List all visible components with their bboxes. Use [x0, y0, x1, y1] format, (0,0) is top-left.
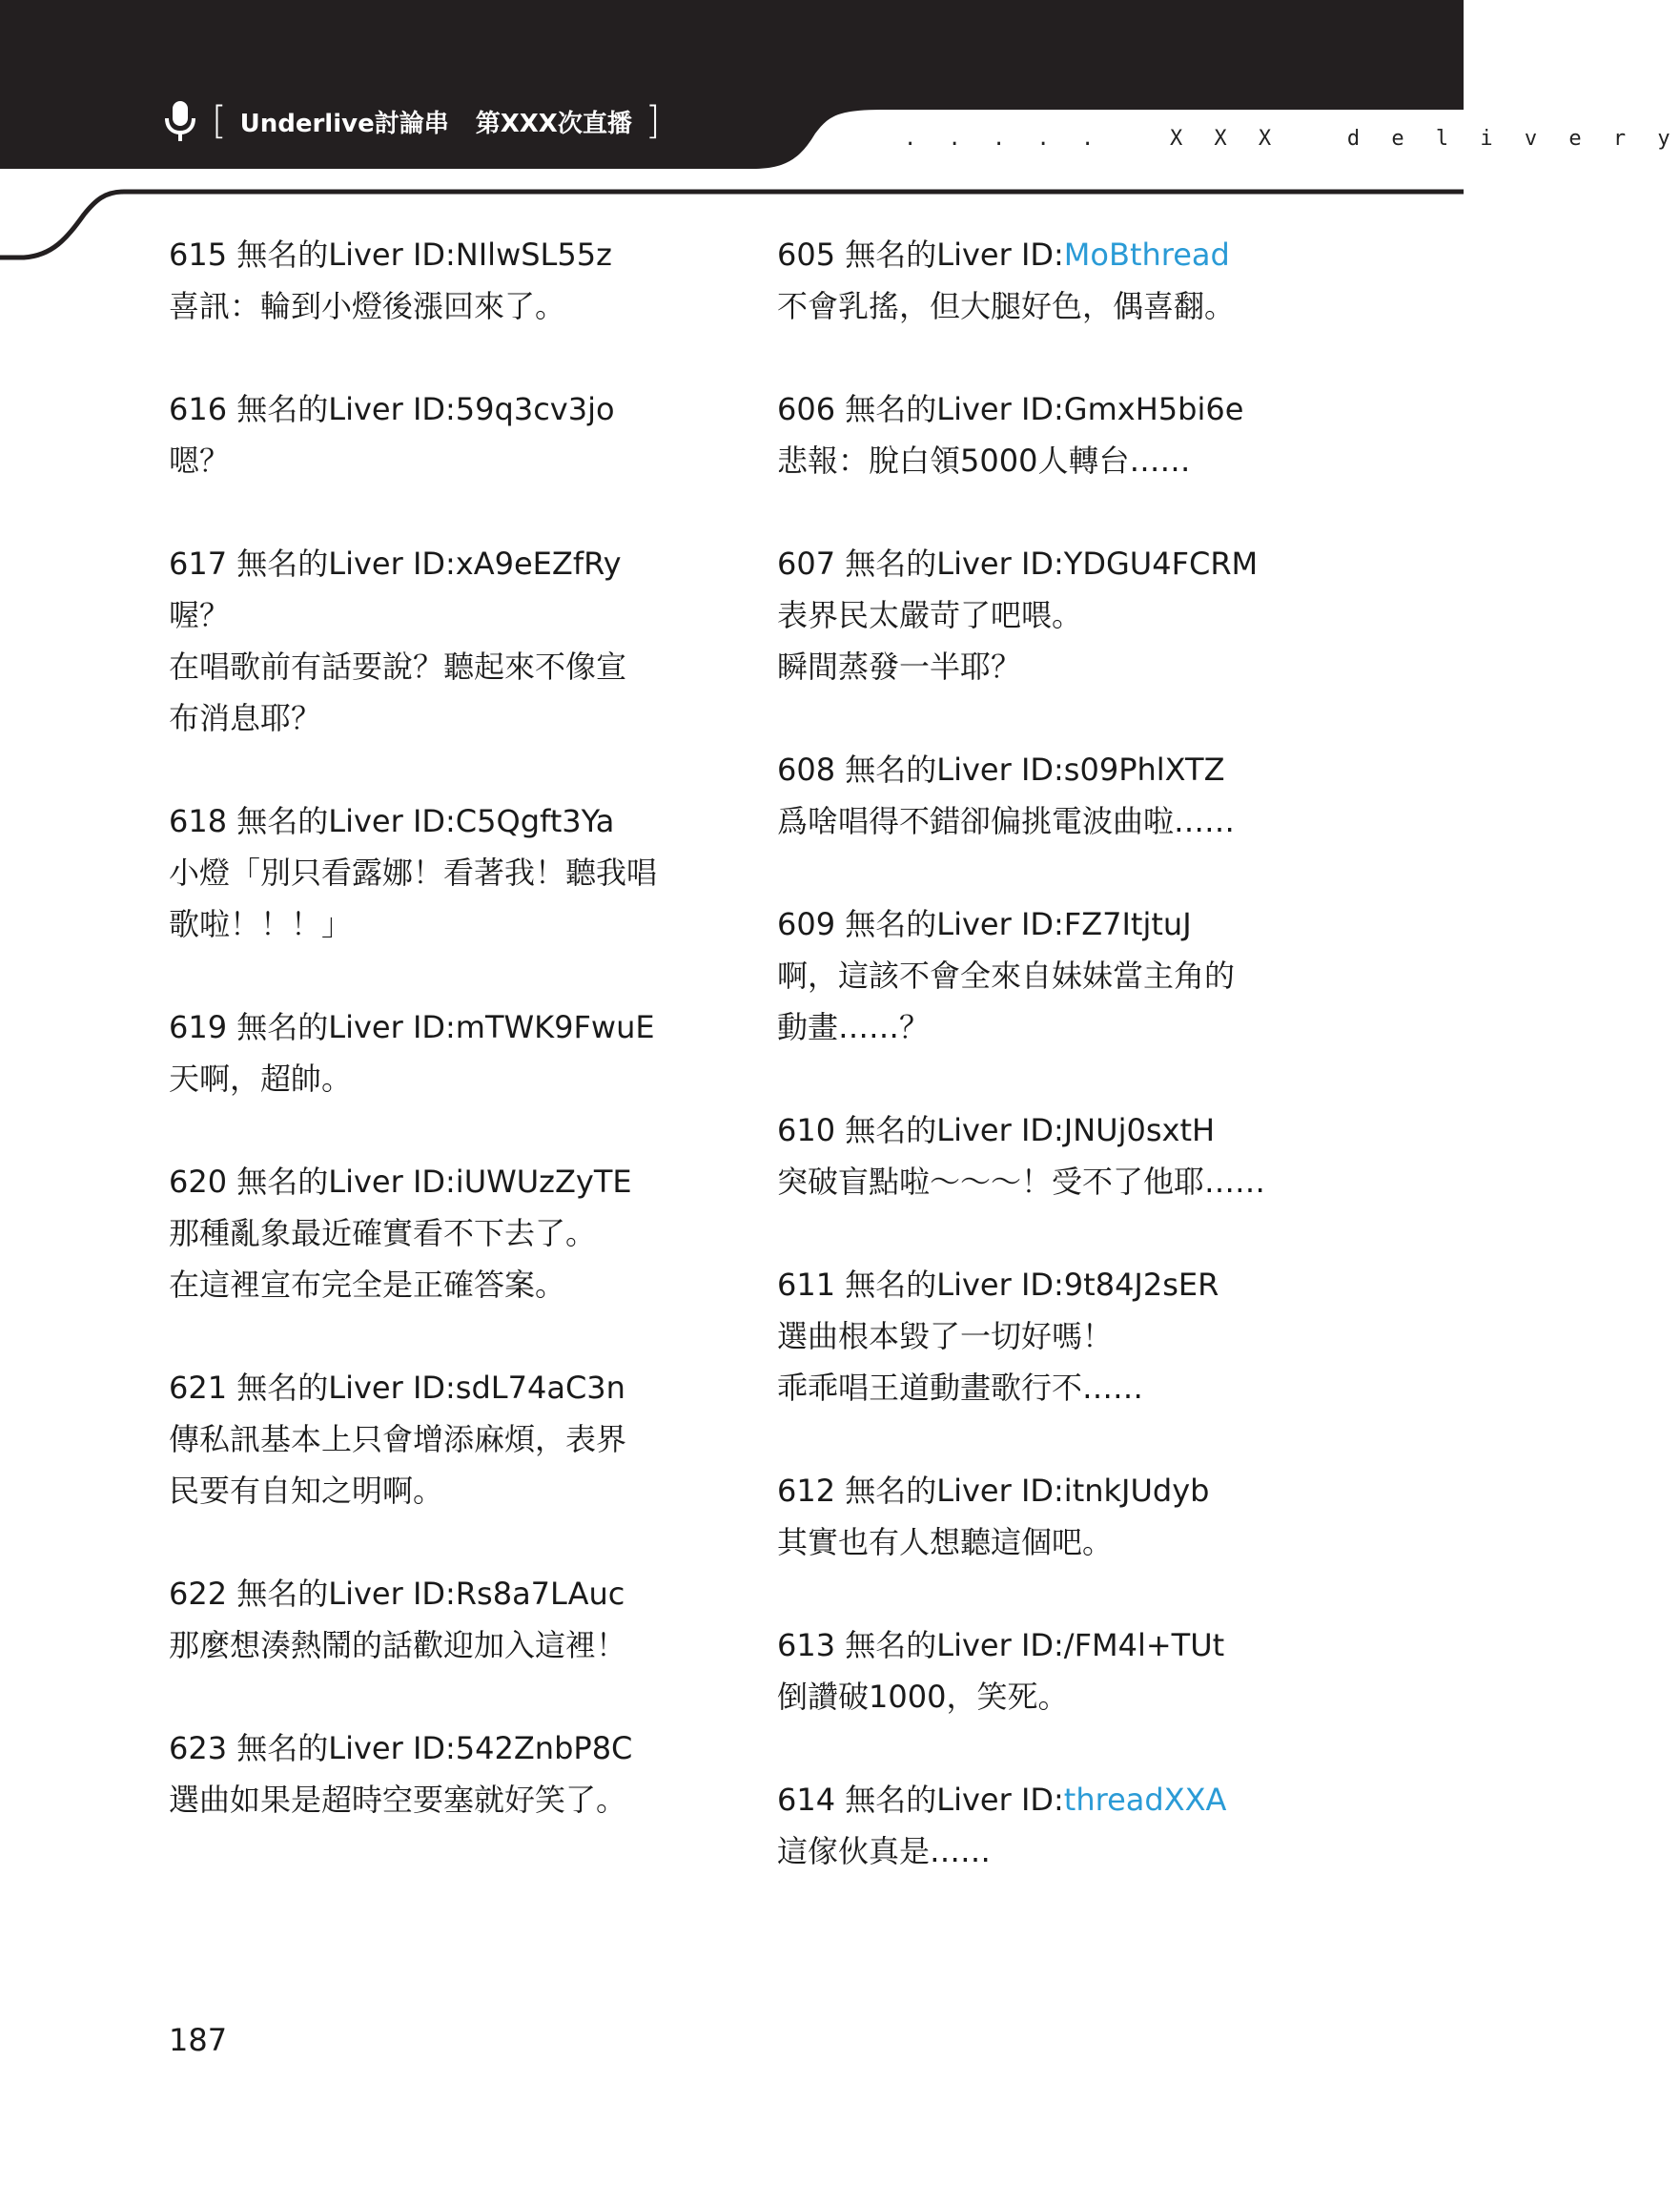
poster-name: 無名的Liver: [236, 1576, 403, 1612]
forum-post: [777, 383, 1311, 486]
post-line: 這傢伙真是……: [777, 1833, 992, 1869]
poster-name: 無名的Liver: [845, 391, 1012, 427]
post-line: 傳私訊基本上只會增添麻煩，表界: [169, 1421, 627, 1457]
post-body: [777, 795, 1311, 847]
post-line: 在唱歌前有話要說？聽起來不像宣: [169, 649, 627, 685]
header-title: [162, 97, 660, 145]
poster-name: 無名的Liver: [845, 906, 1012, 942]
poster-id-label: ID:: [412, 1730, 456, 1766]
poster-id: 542ZnbP8C: [455, 1730, 633, 1766]
post-header: [777, 1465, 1311, 1516]
poster-name: 無名的Liver: [236, 1009, 403, 1045]
post-line: 布消息耶？: [169, 700, 322, 736]
post-header: [777, 1619, 1311, 1671]
post-header: [777, 1774, 1311, 1825]
forum-post: [777, 1465, 1311, 1568]
post-body: [777, 1310, 1311, 1413]
post-body: [169, 847, 703, 950]
post-header: [777, 383, 1311, 435]
post-line: 不會乳搖，但大腿好色，偶喜翻。: [777, 288, 1236, 324]
poster-id-label: ID:: [1020, 237, 1064, 273]
poster-id-label: ID:: [412, 546, 456, 582]
poster-name: 無名的Liver: [236, 237, 403, 273]
poster-id-link[interactable]: threadXXA: [1063, 1782, 1227, 1818]
post-number: 606: [777, 391, 836, 427]
forum-post: [777, 898, 1311, 1053]
post-number: 609: [777, 906, 836, 942]
forum-post: [777, 538, 1311, 692]
post-header: [777, 229, 1311, 280]
post-body: [169, 435, 703, 486]
post-number: 610: [777, 1112, 836, 1148]
post-line: 嗯？: [169, 443, 231, 479]
post-number: 622: [169, 1576, 228, 1612]
post-header: [169, 383, 703, 435]
poster-id: mTWK9FwuE: [455, 1009, 655, 1045]
post-body: [777, 280, 1311, 332]
post-line: 突破盲點啦〜〜〜！受不了他耶……: [777, 1164, 1266, 1200]
post-line: 喔？: [169, 597, 231, 633]
forum-post: [777, 1619, 1311, 1722]
post-line: 小燈「別只看露娜！看著我！聽我唱: [169, 855, 658, 891]
poster-name: 無名的Liver: [845, 237, 1012, 273]
forum-post: [169, 1568, 703, 1671]
poster-id-label: ID:: [412, 1576, 456, 1612]
post-line: 爲啥唱得不錯卻偏挑電波曲啦……: [777, 803, 1236, 839]
poster-id: GmxH5bi6e: [1063, 391, 1244, 427]
post-body: [777, 1516, 1311, 1568]
poster-id: s09PhlXTZ: [1063, 752, 1225, 788]
poster-id: YDGU4FCRM: [1063, 546, 1259, 582]
poster-name: 無名的Liver: [845, 1267, 1012, 1303]
poster-id: xA9eEZfRy: [455, 546, 622, 582]
post-line: 表界民太嚴苛了吧喂。: [777, 597, 1083, 633]
post-header: [169, 1001, 703, 1053]
poster-id: C5Qgft3Ya: [455, 803, 615, 839]
post-line: 那種亂象最近確實看不下去了。: [169, 1215, 597, 1251]
poster-id-label: ID:: [1020, 391, 1064, 427]
poster-id-label: ID:: [412, 1164, 456, 1200]
poster-id: /FM4l+TUt: [1063, 1627, 1225, 1663]
post-number: 611: [777, 1267, 836, 1303]
poster-id: iUWUzZyTE: [455, 1164, 632, 1200]
post-number: 618: [169, 803, 228, 839]
post-line: 啊，這該不會全來自妹妹當主角的: [777, 958, 1236, 994]
post-header: [169, 1568, 703, 1619]
post-body: [777, 435, 1311, 486]
forum-post: [169, 1722, 703, 1825]
poster-name: 無名的Liver: [236, 1730, 403, 1766]
post-line: 其實也有人想聽這個吧。: [777, 1524, 1114, 1560]
post-number: 613: [777, 1627, 836, 1663]
poster-name: 無名的Liver: [845, 1473, 1012, 1509]
poster-name: 無名的Liver: [845, 1782, 1012, 1818]
poster-id: JNUj0sxtH: [1063, 1112, 1216, 1148]
post-header: [169, 1156, 703, 1207]
poster-id-label: ID:: [1020, 1473, 1064, 1509]
post-line: 倒讚破1000，笑死。: [777, 1679, 1069, 1715]
post-line: 選曲根本毀了一切好嗎！: [777, 1318, 1114, 1354]
post-number: 619: [169, 1009, 228, 1045]
post-header: [777, 898, 1311, 950]
poster-name: 無名的Liver: [236, 546, 403, 582]
forum-post: [169, 1362, 703, 1516]
poster-id: FZ7ItjtuJ: [1063, 906, 1192, 942]
post-line: 那麼想湊熱鬧的話歡迎加入這裡！: [169, 1627, 627, 1663]
forum-post: [169, 1156, 703, 1310]
poster-id-label: ID:: [1020, 1112, 1064, 1148]
post-body: [777, 1671, 1311, 1722]
post-line: 喜訊：輪到小燈後漲回來了。: [169, 288, 566, 324]
poster-id: 9t84J2sER: [1063, 1267, 1219, 1303]
poster-id-label: ID:: [412, 803, 456, 839]
poster-name: 無名的Liver: [845, 546, 1012, 582]
post-line: 動畫……？: [777, 1009, 931, 1045]
poster-name: 無名的Liver: [845, 752, 1012, 788]
poster-id-label: ID:: [412, 237, 456, 273]
post-body: [777, 950, 1311, 1053]
post-line: 瞬間蒸發一半耶？: [777, 649, 1022, 685]
post-number: 612: [777, 1473, 836, 1509]
post-body: [169, 1207, 703, 1310]
forum-post: [777, 1259, 1311, 1413]
forum-post: [777, 229, 1311, 332]
post-header: [169, 795, 703, 847]
delivery-subtitle: . . . . . X X X d e l i v e r y: [904, 127, 1680, 151]
poster-id-label: ID:: [1020, 752, 1064, 788]
post-header: [777, 1104, 1311, 1156]
poster-name: 無名的Liver: [236, 1164, 403, 1200]
post-number: 616: [169, 391, 228, 427]
post-body: [169, 1413, 703, 1516]
title-bracket-open: [: [212, 99, 227, 143]
title-bracket-close: ]: [645, 99, 661, 143]
forum-post: [169, 229, 703, 332]
thread-title: [240, 104, 632, 139]
post-header: [169, 229, 703, 280]
poster-id-label: ID:: [1020, 1267, 1064, 1303]
post-body: [169, 1619, 703, 1671]
post-number: 617: [169, 546, 228, 582]
poster-id-label: ID:: [1020, 546, 1064, 582]
post-line: 歌啦！！！」: [169, 906, 353, 942]
post-body: [777, 1156, 1311, 1207]
poster-id-label: ID:: [412, 1009, 456, 1045]
forum-post: [777, 1104, 1311, 1207]
forum-post: [169, 538, 703, 744]
poster-name: 無名的Liver: [845, 1627, 1012, 1663]
post-number: 615: [169, 237, 228, 273]
left-column: [169, 229, 703, 1877]
forum-post: [169, 383, 703, 486]
post-number: 605: [777, 237, 836, 273]
post-header: [777, 538, 1311, 589]
poster-id-link[interactable]: MoBthread: [1063, 237, 1230, 273]
post-number: 614: [777, 1782, 836, 1818]
post-line: 乖乖唱王道動畫歌行不……: [777, 1370, 1144, 1406]
post-body: [777, 589, 1311, 692]
post-number: 620: [169, 1164, 228, 1200]
poster-name: 無名的Liver: [236, 391, 403, 427]
forum-post: [777, 1774, 1311, 1877]
post-number: 623: [169, 1730, 228, 1766]
post-number: 608: [777, 752, 836, 788]
post-line: 悲報：脫白領5000人轉台……: [777, 443, 1191, 479]
forum-post: [777, 744, 1311, 847]
poster-id-label: ID:: [1020, 1627, 1064, 1663]
post-line: 民要有自知之明啊。: [169, 1473, 444, 1509]
episode-label: 第XXX次直播: [475, 109, 632, 138]
poster-id-label: ID:: [1020, 1782, 1064, 1818]
right-column: [777, 229, 1311, 1928]
post-line: 選曲如果是超時空要塞就好笑了。: [169, 1782, 627, 1818]
post-body: [169, 589, 703, 744]
poster-id-label: ID:: [412, 391, 456, 427]
poster-name: 無名的Liver: [236, 1370, 403, 1406]
post-header: [777, 744, 1311, 795]
forum-post: [169, 1001, 703, 1104]
post-header: [169, 538, 703, 589]
post-number: 621: [169, 1370, 228, 1406]
post-body: [169, 1053, 703, 1104]
poster-id: sdL74aC3n: [455, 1370, 625, 1406]
microphone-icon: [162, 99, 198, 143]
thread-name: Underlive討論串: [239, 109, 449, 138]
poster-id-label: ID:: [1020, 906, 1064, 942]
post-number: 607: [777, 546, 836, 582]
post-line: 天啊，超帥。: [169, 1061, 353, 1097]
poster-id: itnkJUdyb: [1063, 1473, 1210, 1509]
poster-name: 無名的Liver: [845, 1112, 1012, 1148]
poster-id: Rs8a7LAuc: [455, 1576, 625, 1612]
post-body: [169, 280, 703, 332]
poster-id: 59q3cv3jo: [455, 391, 615, 427]
post-header: [169, 1722, 703, 1774]
poster-id-label: ID:: [412, 1370, 456, 1406]
post-line: 在這裡宣布完全是正確答案。: [169, 1267, 566, 1303]
post-body: [777, 1825, 1311, 1877]
post-body: [169, 1774, 703, 1825]
page-number: 187: [169, 2022, 228, 2058]
post-header: [169, 1362, 703, 1413]
post-header: [777, 1259, 1311, 1310]
poster-id: NIlwSL55z: [455, 237, 612, 273]
poster-name: 無名的Liver: [236, 803, 403, 839]
forum-post: [169, 795, 703, 950]
